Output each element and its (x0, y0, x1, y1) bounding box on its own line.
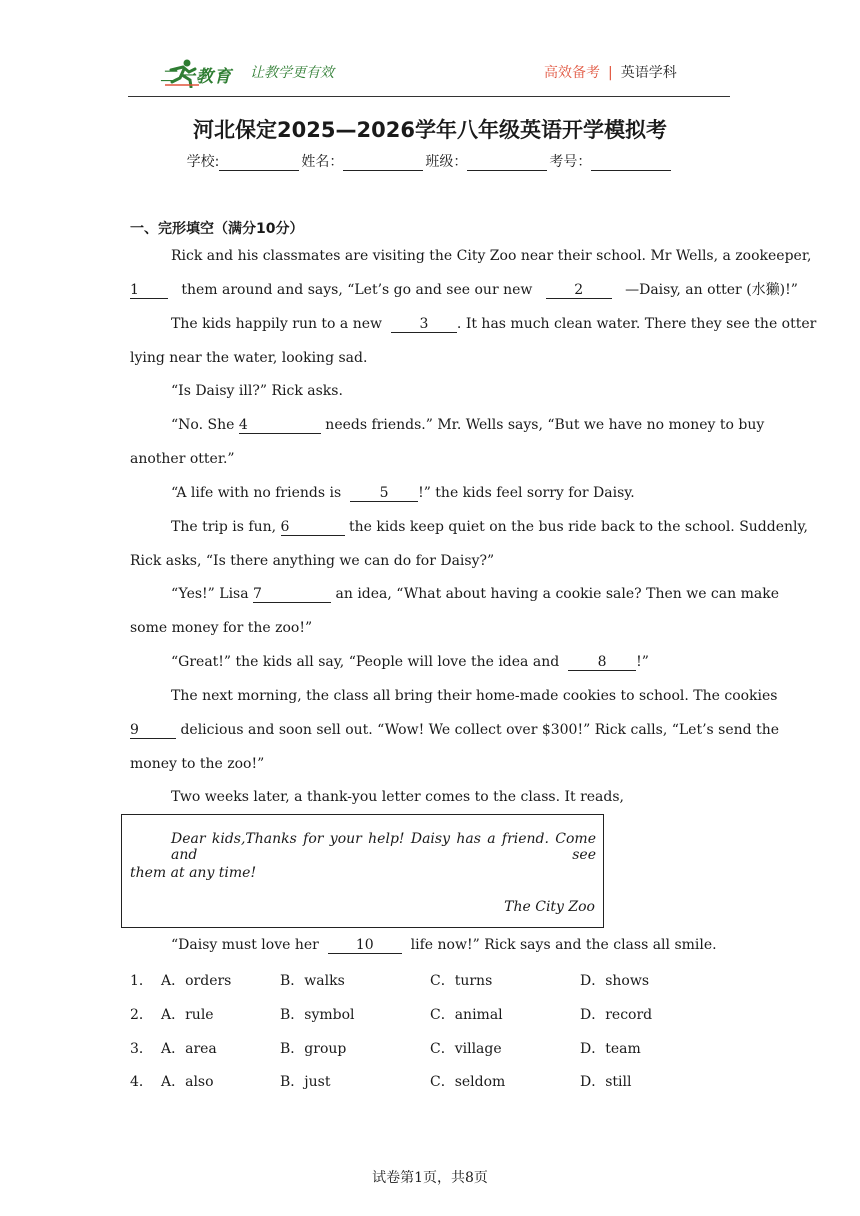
name-label: 姓名： (301, 154, 344, 170)
passage-line: The next morning, the class all bring their home-made cookies to school. The cookies (171, 688, 778, 704)
passage-line: another otter.” (130, 451, 235, 467)
class-label: 班级： (425, 154, 468, 170)
option-a[interactable]: A．orders (161, 973, 232, 989)
passage-line: some money for the zoo!” (130, 620, 313, 636)
passage-text: “Yes!” Lisa (171, 586, 249, 602)
letter-signature: The City Zoo (504, 899, 595, 915)
blank-3: 3 (391, 317, 457, 333)
school-label: 学校: (186, 154, 220, 170)
passage-text: “Great!” the kids all say, “People will love the idea and (171, 654, 560, 670)
passage-line (171, 518, 809, 536)
option-a[interactable]: A．rule (161, 1007, 214, 1023)
blank-9: 9 (130, 723, 176, 739)
question-number: 2． (130, 1007, 153, 1023)
class-blank (467, 157, 547, 171)
blank-1: 1 (130, 283, 168, 299)
passage-text: The kids happily run to a new (171, 316, 383, 332)
passage-text: “Daisy must love her (171, 937, 319, 953)
blank-8: 8 (568, 655, 636, 671)
blank-4: 4 (239, 418, 321, 434)
passage-text: the kids keep quiet on the bus ride back to the school. Suddenly, (348, 519, 809, 535)
header-tag-prep: 高效备考 (544, 65, 600, 81)
option-b[interactable]: B．just (280, 1074, 331, 1090)
passage-text: them around and says, “Let’s go and see our new (181, 282, 533, 298)
number-blank (591, 157, 671, 171)
passage-text: needs friends.” Mr. Wells says, “But we have no money to buy (325, 417, 765, 433)
passage-text: an idea, “What about having a cookie sale? Then we can make (335, 586, 779, 602)
option-c[interactable]: C．seldom (430, 1074, 506, 1090)
passage-line: “Is Daisy ill?” Rick asks. (171, 383, 343, 399)
passage-line (171, 484, 635, 502)
question-number: 4． (130, 1074, 153, 1090)
passage-line (171, 315, 816, 333)
blank-7: 7 (253, 587, 331, 603)
option-c[interactable]: C．turns (430, 973, 493, 989)
header-tag-subject: 英语学科 (620, 65, 677, 81)
option-b[interactable]: B．group (280, 1041, 347, 1057)
header-separator: | (608, 65, 613, 81)
letter-line: them at any time! (130, 865, 257, 881)
school-blank (219, 157, 299, 171)
passage-text: delicious and soon sell out. “Wow! We collect over $300!” Rick calls, “Let’s send the (180, 722, 779, 738)
blank-5: 5 (350, 486, 418, 502)
passage-line: lying near the water, looking sad. (130, 350, 368, 366)
passage-line: Two weeks later, a thank-you letter comes to the class. It reads, (171, 789, 624, 805)
option-b[interactable]: B．walks (280, 973, 345, 989)
passage-text: “A life with no friends is (171, 485, 342, 501)
option-d[interactable]: D．record (580, 1007, 653, 1023)
passage-line (130, 281, 798, 299)
page-footer: 试卷第1页，共8页 (372, 1170, 488, 1186)
passage-line (171, 416, 765, 434)
student-info-row (0, 151, 860, 171)
question-number: 1． (130, 973, 153, 989)
blank-2: 2 (546, 283, 612, 299)
letter-line: Dear kids,Thanks for your help! Daisy has a friend. Come and see (171, 831, 596, 863)
passage-line (171, 585, 779, 603)
option-d[interactable]: D．still (580, 1074, 632, 1090)
option-a[interactable]: A．also (161, 1074, 214, 1090)
section-heading: 一、完形填空（满分10分） (130, 221, 304, 237)
header-tags (544, 62, 677, 82)
passage-line (171, 653, 649, 671)
passage-line: Rick and his classmates are visiting the City Zoo near their school. Mr Wells, a zookeeper, (171, 248, 812, 264)
passage-text: !” the kids feel sorry for Daisy. (418, 485, 635, 501)
passage-line (130, 721, 779, 739)
letter-box (121, 814, 604, 928)
brand-name: 二一教育 (160, 67, 232, 87)
passage-text: life now!” Rick says and the class all smile. (410, 937, 717, 953)
exam-title: 河北保定2025—2026学年八年级英语开学模拟考 (193, 118, 667, 142)
name-blank (343, 157, 423, 171)
option-d[interactable]: D．team (580, 1041, 641, 1057)
option-c[interactable]: C．village (430, 1041, 502, 1057)
blank-6: 6 (281, 520, 345, 536)
question-number: 3． (130, 1041, 153, 1057)
header-divider (128, 96, 730, 97)
option-c[interactable]: C．animal (430, 1007, 503, 1023)
option-b[interactable]: B．symbol (280, 1007, 355, 1023)
passage-line (171, 936, 717, 954)
option-d[interactable]: D．shows (580, 973, 650, 989)
number-label: 考号： (549, 154, 592, 170)
passage-line: money to the zoo!” (130, 756, 265, 772)
passage-text: . It has much clean water. There they see the otter (456, 316, 817, 332)
blank-10: 10 (328, 938, 402, 954)
passage-text: !” (636, 654, 649, 670)
passage-text: The trip is fun, (171, 519, 277, 535)
brand-slogan: 让教学更有效 (250, 65, 334, 81)
passage-line: Rick asks, “Is there anything we can do for Daisy?” (130, 553, 495, 569)
passage-text: —Daisy, an otter (水獭)!” (625, 282, 798, 298)
option-a[interactable]: A．area (161, 1041, 217, 1057)
passage-text: “No. She (171, 417, 235, 433)
